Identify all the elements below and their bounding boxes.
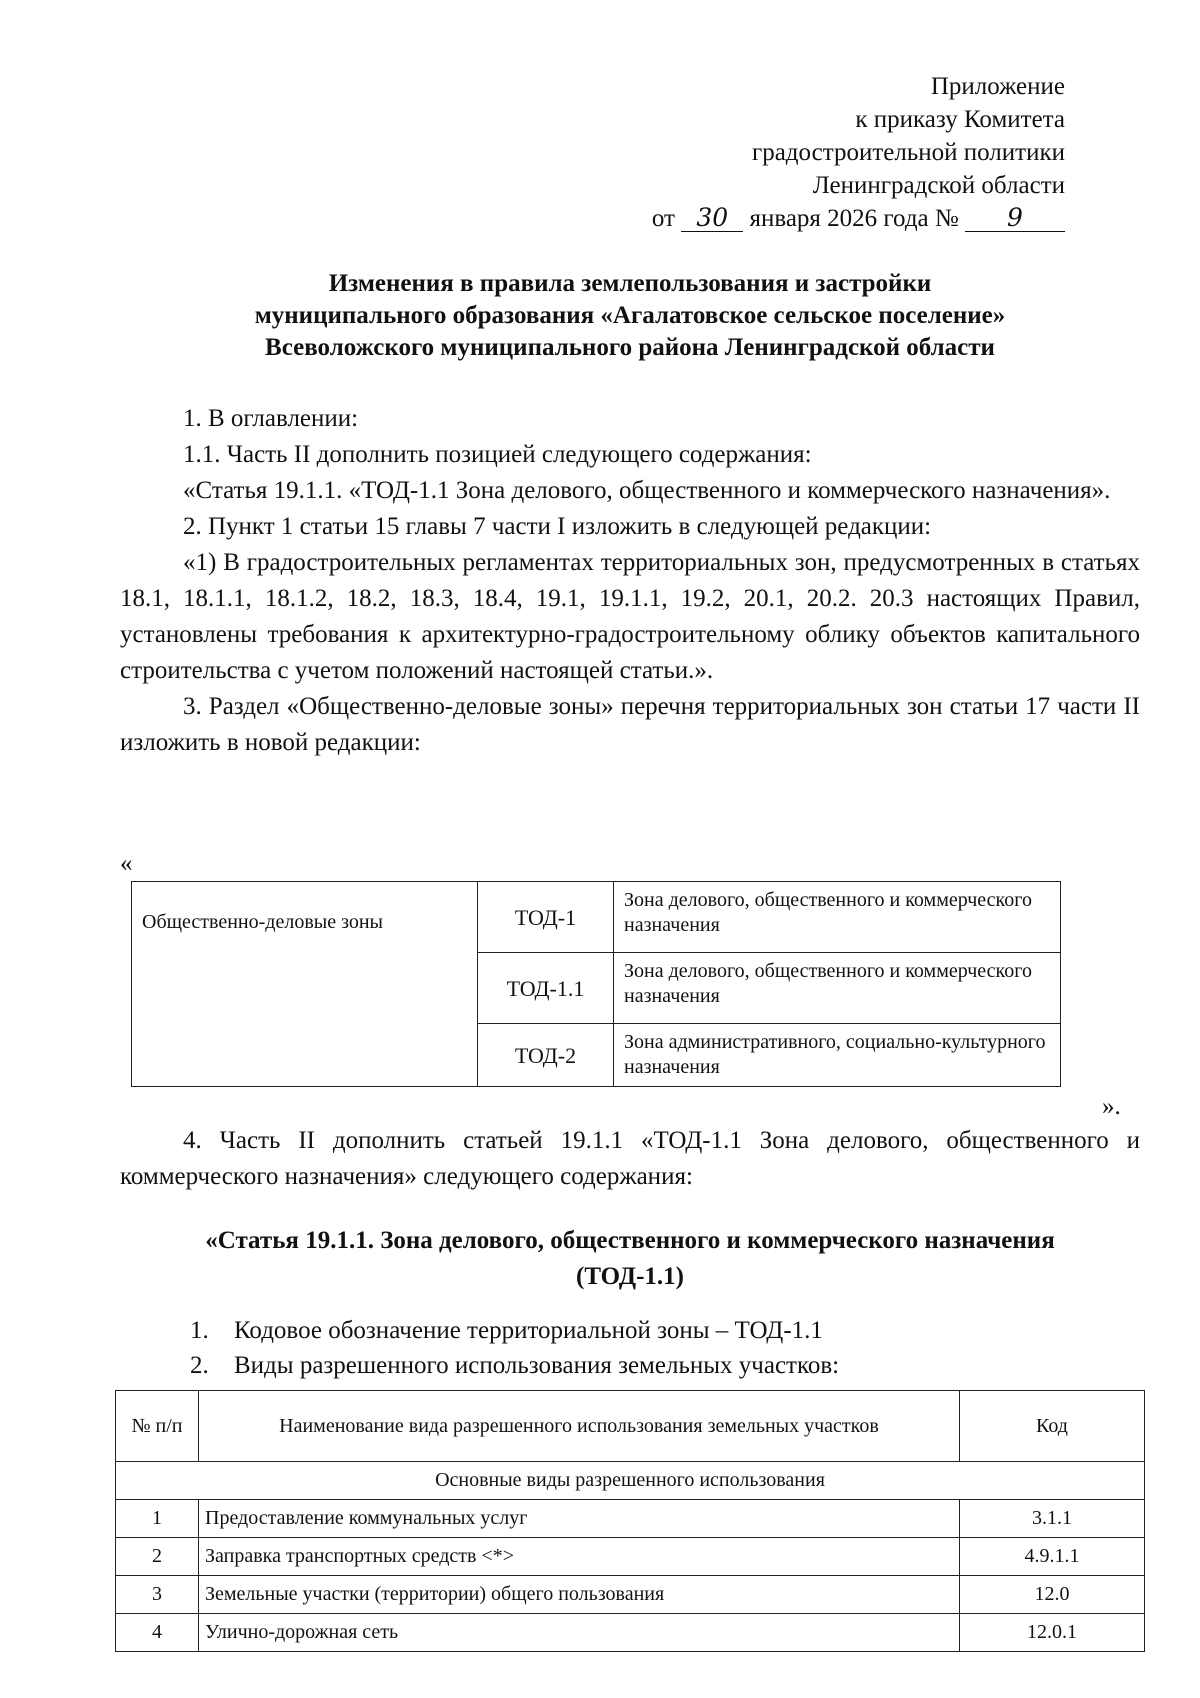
table-row [116,1538,1145,1576]
header-line: к приказу Комитета [855,106,1065,133]
row-number: 3 [116,1576,199,1614]
quote-open: « [120,850,133,877]
paragraph: 4. Часть II дополнить статьей 19.1.1 «ТОД-1.1 Зона делового, общественного и коммерческого назначения» следующего содержания: [120,1127,1140,1190]
zone-code-cell: ТОД-1.1 [478,953,614,1024]
header-line: градостроительной политики [751,139,1065,166]
list-item-text: Виды разрешенного использования земельных участков: [234,1352,840,1379]
document-header [652,70,1065,235]
document-body-continued [120,1123,1140,1195]
table-row [116,1576,1145,1614]
zone-code-cell: ТОД-2 [478,1024,614,1087]
paragraph: 2. Пункт 1 статьи 15 главы 7 части I изложить в следующей редакции: [183,513,932,540]
table-header-row [116,1391,1145,1462]
title-line: Изменения в правила землепользования и застройки [328,270,932,297]
paragraph: «Статья 19.1.1. «ТОД-1.1 Зона делового, общественного и коммерческого назначения». [183,477,1111,504]
handwritten-number: 9 [965,205,1065,232]
date-prefix: от [651,205,675,232]
use-name: Заправка транспортных средств <*> [199,1538,960,1576]
permitted-uses-table [115,1390,1145,1652]
paragraph: «1) В градостроительных регламентах территориальных зон, предусмотренных в статьях 18.1, 18.1.1, 18.1.2, 18.2, 18.3, 18.4, 19.1, 19.1.1, 19.2, 20.1, 20.2. 20.3 настоящих Правил, установлены требования к архитектурно-градостроительному облику объектов капитального строительства с учетом положений настоящей статьи.». [120,549,1140,684]
table-row [116,1614,1145,1652]
column-header: № п/п [116,1391,199,1462]
row-number: 2 [116,1538,199,1576]
list-item-number: 2. [190,1352,209,1379]
document-body [120,401,1140,761]
header-line: Приложение [930,73,1065,100]
article-title-line: «Статья 19.1.1. Зона делового, общественного и коммерческого назначения [205,1227,1055,1254]
use-name: Земельные участки (территории) общего пользования [199,1576,960,1614]
use-name: Улично-дорожная сеть [199,1614,960,1652]
handwritten-day: 30 [681,205,743,232]
paragraph: 3. Раздел «Общественно-деловые зоны» перечня территориальных зон статьи 17 части II изложить в новой редакции: [120,693,1140,756]
table-row [116,1500,1145,1538]
section-row [116,1462,1145,1500]
document-title [120,268,1140,364]
column-header: Код [960,1391,1145,1462]
quote-close: ». [1102,1093,1121,1120]
column-header: Наименование вида разрешенного использования земельных участков [199,1391,960,1462]
article-title-line: (ТОД-1.1) [576,1263,684,1290]
paragraph: 1.1. Часть II дополнить позицией следующего содержания: [183,441,812,468]
order-date-line [652,202,1065,235]
title-line: Всеволожского муниципального района Ленинградской области [265,334,995,361]
date-suffix: января 2026 года № [749,205,959,232]
list-item [190,1313,839,1348]
zone-desc-cell: Зона делового, общественного и коммерческого назначения [614,953,1061,1024]
article-title [120,1223,1140,1295]
row-number: 4 [116,1614,199,1652]
article-list [190,1313,839,1383]
zone-group-cell: Общественно-деловые зоны [132,882,478,1087]
use-code: 4.9.1.1 [960,1538,1145,1576]
zone-desc-cell: Зона делового, общественного и коммерческого назначения [614,882,1061,953]
zone-code-cell: ТОД-1 [478,882,614,953]
zones-table [131,881,1061,1087]
list-item-number: 1. [190,1317,209,1344]
section-title: Основные виды разрешенного использования [116,1462,1145,1500]
list-item [190,1348,839,1383]
use-code: 12.0.1 [960,1614,1145,1652]
use-code: 3.1.1 [960,1500,1145,1538]
list-item-text: Кодовое обозначение территориальной зоны – ТОД-1.1 [234,1317,823,1344]
header-line: Ленинградской области [812,172,1065,199]
use-name: Предоставление коммунальных услуг [199,1500,960,1538]
paragraph: 1. В оглавлении: [183,405,359,432]
table-row [132,882,1061,953]
use-code: 12.0 [960,1576,1145,1614]
zone-desc-cell: Зона административного, социально-культурного назначения [614,1024,1061,1087]
row-number: 1 [116,1500,199,1538]
title-line: муниципального образования «Агалатовское сельское поселение» [254,302,1006,329]
